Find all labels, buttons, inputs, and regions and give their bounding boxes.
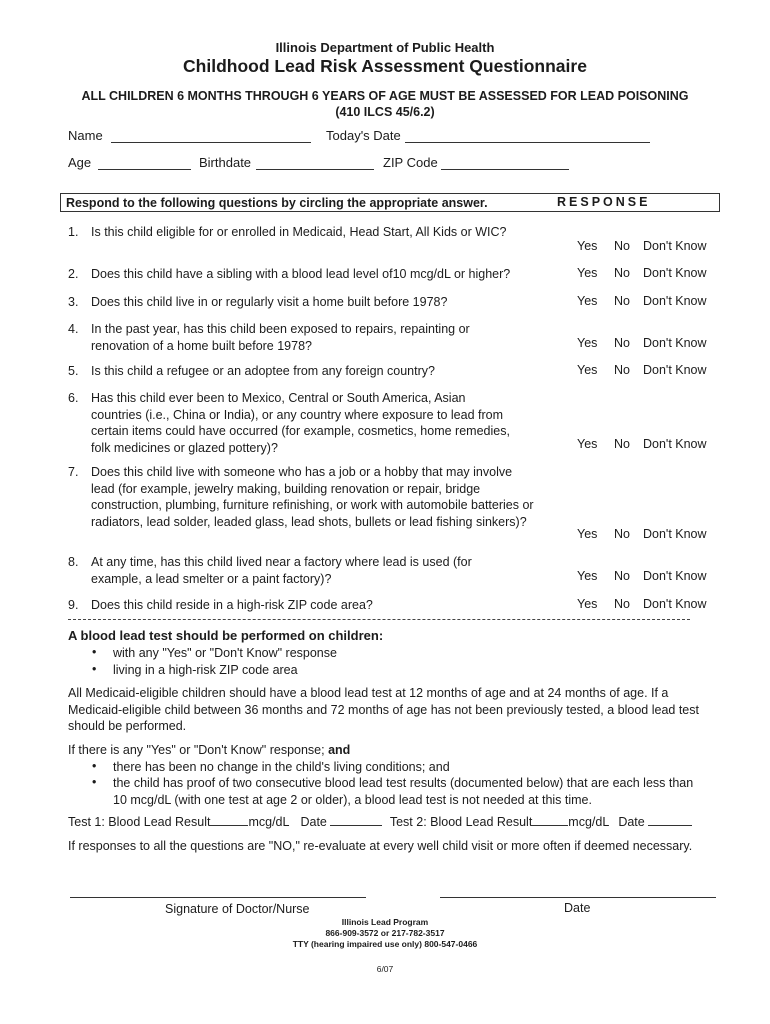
q3-no-option[interactable]: No	[614, 294, 630, 308]
age-label: Age	[68, 155, 92, 170]
revision-date: 6/07	[376, 964, 394, 974]
q3-dont-know-option[interactable]: Don't Know	[643, 294, 707, 308]
q8-dont-know-option[interactable]: Don't Know	[643, 569, 707, 583]
question-number: 6.	[68, 391, 79, 405]
q2-dont-know-option[interactable]: Don't Know	[643, 266, 707, 280]
todays-date-field[interactable]	[405, 142, 650, 143]
question-number: 5.	[68, 364, 79, 378]
question-number: 1.	[68, 225, 79, 239]
test1-result-field[interactable]	[210, 815, 248, 826]
name-label: Name	[68, 128, 103, 143]
q7-yes-option[interactable]: Yes	[577, 527, 598, 541]
question-number: 7.	[68, 465, 79, 479]
agency-name: Illinois Department of Public Health	[275, 40, 495, 55]
birthdate-field[interactable]	[256, 169, 374, 170]
question-text: Does this child reside in a high-risk ZIP code area?	[91, 598, 373, 612]
exception-bullet-1: there has been no change in the child's living conditions; and	[113, 760, 450, 774]
mandate-line-2: (410 ILCS 45/6.2)	[335, 105, 435, 119]
question-1	[68, 224, 548, 258]
q7-dont-know-option[interactable]: Don't Know	[643, 527, 707, 541]
q2-no-option[interactable]: No	[614, 266, 630, 280]
question-7	[68, 464, 548, 548]
signature-line[interactable]	[70, 897, 366, 898]
program-name: Illinois Lead Program	[341, 917, 429, 927]
mandate-line-1: ALL CHILDREN 6 MONTHS THROUGH 6 YEARS OF AGE MUST BE ASSESSED FOR LEAD POISONING	[81, 89, 689, 103]
mandate-text	[0, 88, 770, 120]
test1-label: Test 1: Blood Lead Result	[68, 815, 211, 829]
zip-code-field[interactable]	[441, 169, 569, 170]
q9-no-option[interactable]: No	[614, 597, 630, 611]
todays-date-label: Today's Date	[326, 128, 401, 143]
exception-intro-text: If there is any "Yes" or "Don't Know" response;	[68, 743, 329, 757]
test2-date-field[interactable]	[648, 815, 692, 826]
question-number: 2.	[68, 267, 79, 281]
q8-no-option[interactable]: No	[614, 569, 630, 583]
question-text: At any time, has this child lived near a factory where lead is used (for example, a lead smelter or a paint factory)?	[91, 555, 472, 586]
q3-yes-option[interactable]: Yes	[577, 294, 598, 308]
q9-yes-option[interactable]: Yes	[577, 597, 598, 611]
test2-unit: mcg/dL	[568, 815, 609, 829]
q4-dont-know-option[interactable]: Don't Know	[643, 336, 707, 350]
q1-no-option[interactable]: No	[614, 239, 630, 253]
signature-date-label: Date	[564, 901, 591, 915]
q6-dont-know-option[interactable]: Don't Know	[643, 437, 707, 451]
question-text: Is this child eligible for or enrolled in Medicaid, Head Start, All Kids or WIC?	[91, 225, 507, 239]
q5-no-option[interactable]: No	[614, 363, 630, 377]
question-text: Does this child live with someone who has a job or a hobby that may involve lead (for example, jewelry making, building renovation or repair, bridge construction, plumbing, furniture refinishing, or work with automobile batteries or radiators, lead solder, leaded glass, lead shots, bullets or lead fishing sinkers)?	[91, 465, 534, 529]
response-header: RESPONSE	[557, 195, 651, 209]
q5-dont-know-option[interactable]: Don't Know	[643, 363, 707, 377]
medicaid-paragraph: All Medicaid-eligible children should have a blood lead test at 12 months of age and at 24 months of age. If a Medicaid-eligible child between 36 months and 72 months of age has not been previously tested, a blood lead test should be performed.	[68, 686, 699, 733]
question-number: 9.	[68, 598, 79, 612]
question-8	[68, 554, 548, 588]
test1-date-field[interactable]	[330, 815, 382, 826]
question-text: Is this child a refugee or an adoptee from any foreign country?	[91, 364, 435, 378]
exception-intro	[68, 742, 718, 759]
q2-yes-option[interactable]: Yes	[577, 266, 598, 280]
test2-date-label: Date	[618, 815, 645, 829]
criteria-bullet-2: living in a high-risk ZIP code area	[113, 663, 298, 677]
q7-no-option[interactable]: No	[614, 527, 630, 541]
test-results-row	[68, 815, 692, 829]
exception-and: and	[328, 743, 351, 757]
birthdate-label: Birthdate	[199, 155, 252, 170]
question-text: In the past year, has this child been exposed to repairs, repainting or renovation of a home built before 1978?	[91, 322, 470, 353]
bullet-dot: •	[92, 759, 97, 773]
criteria-bullet-1: with any "Yes" or "Don't Know" response	[113, 646, 337, 660]
reevaluate-note: If responses to all the questions are "NO," re-evaluate at every well child visit or more often if deemed necessary.	[68, 839, 693, 853]
question-text: Does this child live in or regularly visit a home built before 1978?	[91, 295, 448, 309]
exception-bullet-2: the child has proof of two consecutive blood lead test results (documented below) that are each less than 10 mcg/dL (with one test at age 2 or older), a blood lead test is not needed at this time.	[113, 776, 694, 807]
bullet-dot: •	[92, 662, 97, 676]
test1-date-label: Date	[300, 815, 327, 829]
form-title: Childhood Lead Risk Assessment Questionnaire	[183, 56, 587, 76]
question-number: 3.	[68, 295, 79, 309]
test2-result-field[interactable]	[532, 815, 568, 826]
question-number: 8.	[68, 555, 79, 569]
question-4	[68, 321, 548, 355]
q8-yes-option[interactable]: Yes	[577, 569, 598, 583]
q6-yes-option[interactable]: Yes	[577, 437, 598, 451]
test2-label: Test 2: Blood Lead Result	[389, 815, 533, 829]
q6-no-option[interactable]: No	[614, 437, 630, 451]
test-criteria-heading: A blood lead test should be performed on children:	[68, 628, 384, 643]
instructions-box	[60, 193, 720, 212]
q9-dont-know-option[interactable]: Don't Know	[643, 597, 707, 611]
tty-number: TTY (hearing impaired use only) 800-547-0466	[292, 939, 478, 949]
question-6	[68, 390, 548, 458]
zip-code-label: ZIP Code	[383, 155, 438, 170]
bullet-dot: •	[92, 775, 97, 789]
program-phones: 866-909-3572 or 217-782-3517	[325, 928, 445, 938]
age-field[interactable]	[98, 169, 191, 170]
test1-unit: mcg/dL	[248, 815, 289, 829]
q1-yes-option[interactable]: Yes	[577, 239, 598, 253]
signature-date-line[interactable]	[440, 897, 716, 898]
q1-dont-know-option[interactable]: Don't Know	[643, 239, 707, 253]
question-number: 4.	[68, 322, 79, 336]
question-text: Has this child ever been to Mexico, Central or South America, Asian countries (i.e., China or India), or any country where exposure to lead from certain items could have occurred (for example, cosmetics, home remedies, folk medicines or glazed pottery)?	[91, 391, 510, 455]
instructions-text: Respond to the following questions by circling the appropriate answer.	[66, 196, 488, 210]
name-field[interactable]	[111, 142, 311, 143]
q4-yes-option[interactable]: Yes	[577, 336, 598, 350]
section-divider	[68, 619, 690, 620]
signature-label: Signature of Doctor/Nurse	[165, 902, 310, 916]
q4-no-option[interactable]: No	[614, 336, 630, 350]
q5-yes-option[interactable]: Yes	[577, 363, 598, 377]
question-text: Does this child have a sibling with a blood lead level of10 mcg/dL or higher?	[91, 267, 511, 281]
bullet-dot: •	[92, 645, 97, 659]
